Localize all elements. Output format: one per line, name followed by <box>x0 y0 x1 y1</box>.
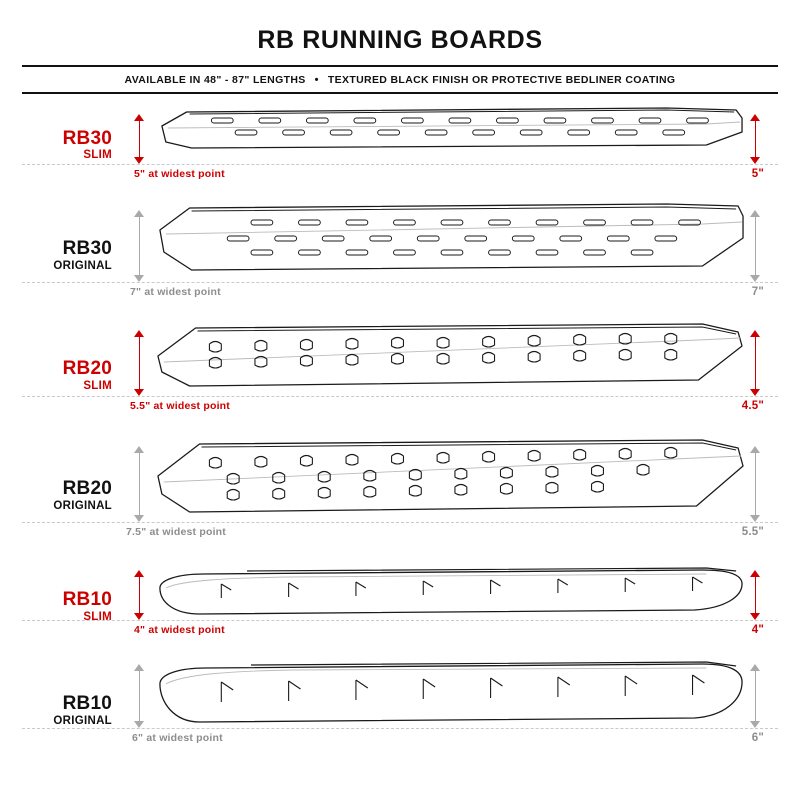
board-svg <box>152 98 746 194</box>
board-row <box>22 318 778 434</box>
width-caption: 6" at widest point <box>132 732 223 744</box>
board-svg <box>152 558 746 656</box>
subtitle-finish: TEXTURED BLACK FINISH OR PROTECTIVE BEDLINER COATING <box>327 74 676 86</box>
model-name: RB10 <box>62 693 112 715</box>
height-arrow-right <box>750 570 762 620</box>
model-name: RB10 <box>62 589 112 611</box>
model-name: RB20 <box>62 358 112 380</box>
board-svg <box>152 656 746 766</box>
row-baseline <box>22 282 778 283</box>
board-illustration-rb10-original <box>152 656 746 766</box>
height-arrow-left <box>134 330 146 396</box>
board-svg <box>152 194 746 318</box>
model-name: RB30 <box>62 238 112 260</box>
variant-name: ORIGINAL <box>53 714 112 727</box>
height-arrow-right <box>750 664 762 728</box>
width-caption: 7" at widest point <box>130 286 221 298</box>
board-illustration-rb20-slim <box>152 318 746 434</box>
board-illustration-rb30-original <box>152 194 746 318</box>
model-name: RB20 <box>62 478 112 500</box>
board-illustration-rb10-slim <box>152 558 746 656</box>
height-caption: 6" <box>751 732 764 744</box>
board-illustration-rb30-slim <box>152 98 746 194</box>
header-divider-bottom <box>22 92 778 94</box>
height-caption: 4.5" <box>741 400 764 412</box>
height-arrow-right <box>750 114 762 164</box>
row-label-rb20-slim <box>22 318 118 434</box>
board-row <box>22 434 778 558</box>
height-arrow-left <box>134 446 146 522</box>
row-baseline <box>22 728 778 729</box>
variant-name: SLIM <box>83 610 112 623</box>
height-caption: 5.5" <box>741 526 764 538</box>
header-subtitle <box>22 67 778 92</box>
height-caption: 4" <box>751 624 764 636</box>
row-label-rb30-original <box>22 194 118 318</box>
height-arrow-left <box>134 210 146 282</box>
height-arrow-left <box>134 570 146 620</box>
row-baseline <box>22 522 778 523</box>
width-caption: 4" at widest point <box>134 624 225 636</box>
width-caption: 7.5" at widest point <box>126 526 226 538</box>
variant-name: ORIGINAL <box>53 259 112 272</box>
width-caption: 5" at widest point <box>134 168 225 180</box>
height-caption: 7" <box>751 286 764 298</box>
row-baseline <box>22 396 778 397</box>
row-baseline <box>22 164 778 165</box>
board-row <box>22 656 778 766</box>
width-caption: 5.5" at widest point <box>130 400 230 412</box>
row-label-rb20-original <box>22 434 118 558</box>
row-label-rb10-slim <box>22 558 118 656</box>
board-rows <box>22 98 778 766</box>
board-row <box>22 194 778 318</box>
height-arrow-left <box>134 664 146 728</box>
board-svg <box>152 434 746 558</box>
board-svg <box>152 318 746 434</box>
bullet-separator-icon: • <box>314 73 319 86</box>
row-label-rb30-slim <box>22 98 118 193</box>
row-label-rb10-original <box>22 656 118 766</box>
variant-name: ORIGINAL <box>53 499 112 512</box>
page-title: RB RUNNING BOARDS <box>257 26 543 54</box>
height-caption: 5" <box>751 168 764 180</box>
variant-name: SLIM <box>83 149 112 161</box>
board-row <box>22 98 778 194</box>
board-row <box>22 558 778 656</box>
height-arrow-left <box>134 114 146 164</box>
header <box>22 0 778 94</box>
height-arrow-right <box>750 210 762 282</box>
height-arrow-right <box>750 330 762 396</box>
model-name: RB30 <box>62 127 112 149</box>
subtitle-lengths: AVAILABLE IN 48" - 87" LENGTHS <box>124 74 306 86</box>
height-arrow-right <box>750 446 762 522</box>
board-illustration-rb20-original <box>152 434 746 558</box>
row-baseline <box>22 620 778 621</box>
variant-name: SLIM <box>83 379 112 392</box>
